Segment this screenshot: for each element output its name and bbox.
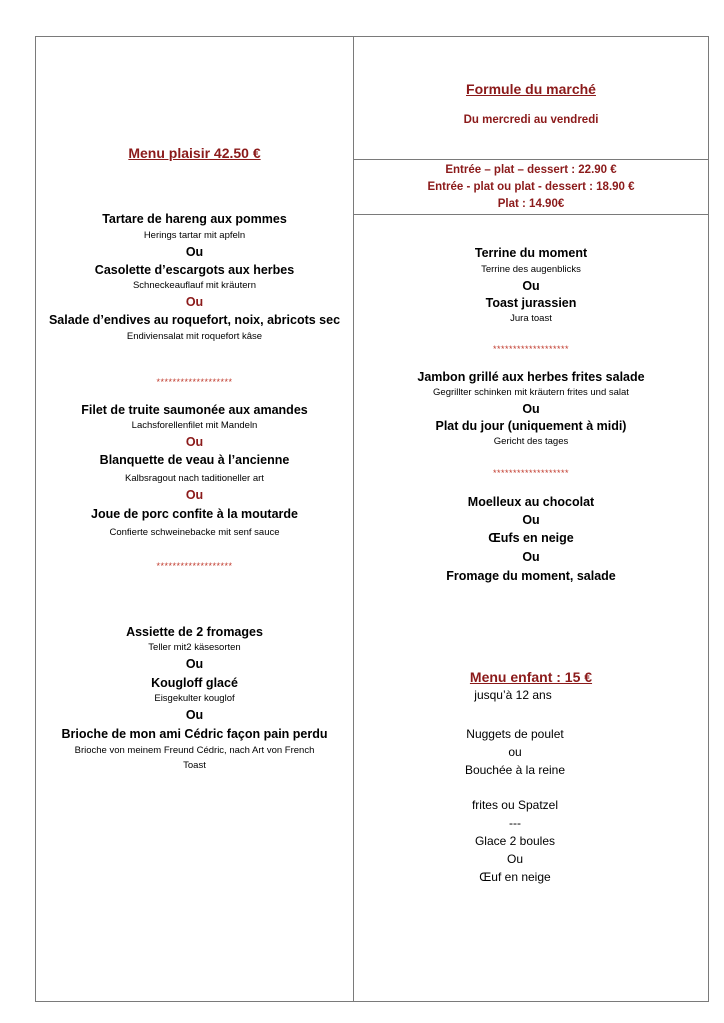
or-label: Ou <box>185 245 204 259</box>
separator: ******************* <box>156 377 233 387</box>
dish-name: Fromage du moment, salade <box>446 569 616 583</box>
formule-title: Formule du marché <box>466 81 596 97</box>
kids-age: jusqu’à 12 ans <box>474 688 552 702</box>
dish-name: Brioche de mon ami Cédric façon pain perdu <box>61 727 328 741</box>
kids-or: Ou <box>506 852 523 866</box>
dish-translation: Jura toast <box>510 313 552 324</box>
price-line: Plat : 14.90€ <box>497 198 565 210</box>
separator: ******************* <box>492 468 570 478</box>
or-label: Ou <box>522 550 540 564</box>
or-label: Ou <box>185 488 204 502</box>
kids-item: Œuf en neige <box>479 870 551 884</box>
kids-item: Bouchée à la reine <box>464 763 566 777</box>
dish-translation: Endiviensalat mit roquefort kâse <box>126 331 263 342</box>
dish-name: Blanquette de veau à l’ancienne <box>99 453 290 467</box>
dish-translation: Teller mit2 käsesorten <box>148 642 241 653</box>
separator: ******************* <box>156 561 233 571</box>
dish-name: Kougloff glacé <box>151 676 238 690</box>
divider-line <box>354 214 708 215</box>
or-label: Ou <box>522 513 540 527</box>
or-label: Ou <box>185 295 204 309</box>
divider-line <box>354 159 708 160</box>
days-label: Du mercredi au vendredi <box>463 114 599 126</box>
dish-translation: Herings tartar mit apfeln <box>143 230 246 241</box>
menu-plaisir-title: Menu plaisir 42.50 € <box>128 145 261 161</box>
dish-name: Toast jurassien <box>485 296 577 310</box>
or-label: Ou <box>185 657 204 671</box>
or-label: Ou <box>522 279 540 293</box>
dish-translation: Terrine des augenblicks <box>481 264 581 275</box>
dish-name: Jambon grillé aux herbes frites salade <box>417 370 645 384</box>
dish-name: Plat du jour (uniquement à midi) <box>435 419 627 433</box>
or-label: Ou <box>522 402 540 416</box>
price-line: Entrée – plat – dessert : 22.90 € <box>445 164 617 176</box>
dish-translation: Confierte schweinebacke mit senf sauce <box>109 527 280 538</box>
dish-translation: Toast <box>183 760 206 771</box>
kids-item: Nuggets de poulet <box>466 727 564 741</box>
dish-translation: Eisgekulter kouglof <box>154 693 235 704</box>
dish-translation: Brioche von meinem Freund Cédric, nach Art von French <box>74 745 315 756</box>
kids-menu-title: Menu enfant : 15 € <box>469 669 593 685</box>
kids-item: frites ou Spatzel <box>471 798 559 812</box>
dish-name: Casolette d’escargots aux herbes <box>94 263 295 277</box>
price-line: Entrée - plat ou plat - dessert : 18.90 € <box>427 181 635 193</box>
dish-translation: Kalbsragout nach taditioneller art <box>125 473 264 484</box>
or-label: Ou <box>185 708 204 722</box>
or-label: Ou <box>185 435 204 449</box>
kids-or: ou <box>508 745 522 759</box>
dish-translation: Gericht des tages <box>493 436 569 447</box>
dish-name: Assiette de 2 fromages <box>126 625 263 639</box>
dish-name: Terrine du moment <box>474 246 588 260</box>
dish-translation: Schneckeauflauf mit kräutern <box>132 280 257 291</box>
dish-translation: Gegrillter schinken mit kräutern frites und salat <box>433 387 629 398</box>
kids-item: Glace 2 boules <box>474 834 556 848</box>
separator: ******************* <box>492 344 570 354</box>
dish-name: Moelleux au chocolat <box>467 495 595 509</box>
dish-name: Tartare de hareng aux pommes <box>102 212 287 226</box>
dish-name: Salade d’endives au roquefort, noix, abricots sec <box>48 313 341 327</box>
dish-name: Filet de truite saumonée aux amandes <box>81 403 308 417</box>
dish-name: Œufs en neige <box>488 531 574 545</box>
kids-separator: --- <box>509 816 521 830</box>
dish-translation: Lachsforellenfilet mit Mandeln <box>131 420 258 431</box>
dish-name: Joue de porc confite à la moutarde <box>91 507 298 521</box>
